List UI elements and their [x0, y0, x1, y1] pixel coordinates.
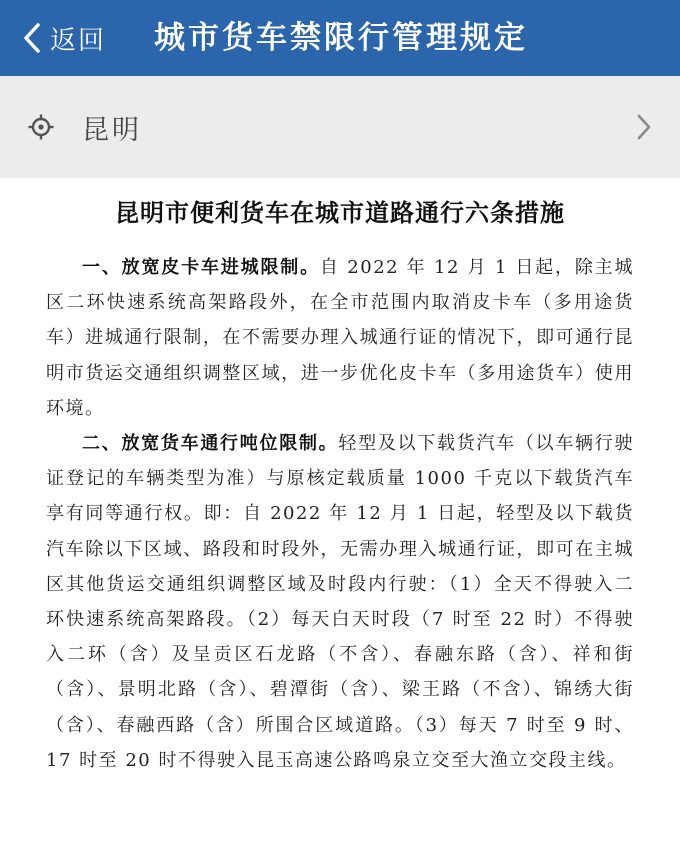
paragraph-heading: 二、放宽货车通行吨位限制。 — [82, 433, 339, 455]
chevron-right-icon — [636, 113, 652, 141]
paragraph-heading: 一、放宽皮卡车进城限制。 — [82, 257, 320, 278]
paragraph-body: 轻型及以下载货汽车（以车辆行驶证登记的车辆类型为准）与原核定载质量 1000 千克以下载货汽车享有同等通行权。即：自 2022 年 12 月 1 日起，轻型及以下载货汽车除以下区域、路段和时段外，无需办理入城通行证，即可在主城区其他货运交通组织调整区域及时段内行驶：（1）全天不得驶入二环快速系统高架路段。（2）每天白天时段（7 时至 22 时）不得驶入二环（含）及呈贡区石龙路（不含）、春融东路（含）、祥和街（含）、景明北路（含）、碧潭街（含）、梁王路（不含）、锦绣大街（含）、春融西路（含）所围合区域道路。（3）每天 7 时至 9 时、17 时至 20 时不得驶入昆玉高速公路鸣泉立交至大渔立交段主线。 — [46, 433, 635, 771]
paragraph-body: 自 2022 年 12 月 1 日起，除主城区二环快速系统高架路段外，在全市范围内取消皮卡车（多用途货车）进城通行限制，在不需要办理入城通行证的情况下，即可通行昆明市货运交通组织调整区域，进一步优化皮卡车（多用途货车）使用环境。 — [46, 257, 634, 419]
chevron-left-icon — [22, 22, 42, 54]
page-title: 城市货车禁限行管理规定 — [154, 20, 528, 56]
crosshair-icon — [28, 114, 54, 140]
article — [0, 198, 680, 778]
back-button[interactable] — [22, 20, 106, 57]
article-paragraph — [46, 250, 634, 426]
app-header — [0, 0, 680, 76]
back-label: 返回 — [50, 25, 107, 56]
city-name: 昆明 — [82, 114, 142, 146]
article-paragraph — [46, 426, 634, 778]
city-selector[interactable] — [0, 76, 680, 178]
article-title: 昆明市便利货车在城市道路通行六条措施 — [115, 198, 565, 227]
